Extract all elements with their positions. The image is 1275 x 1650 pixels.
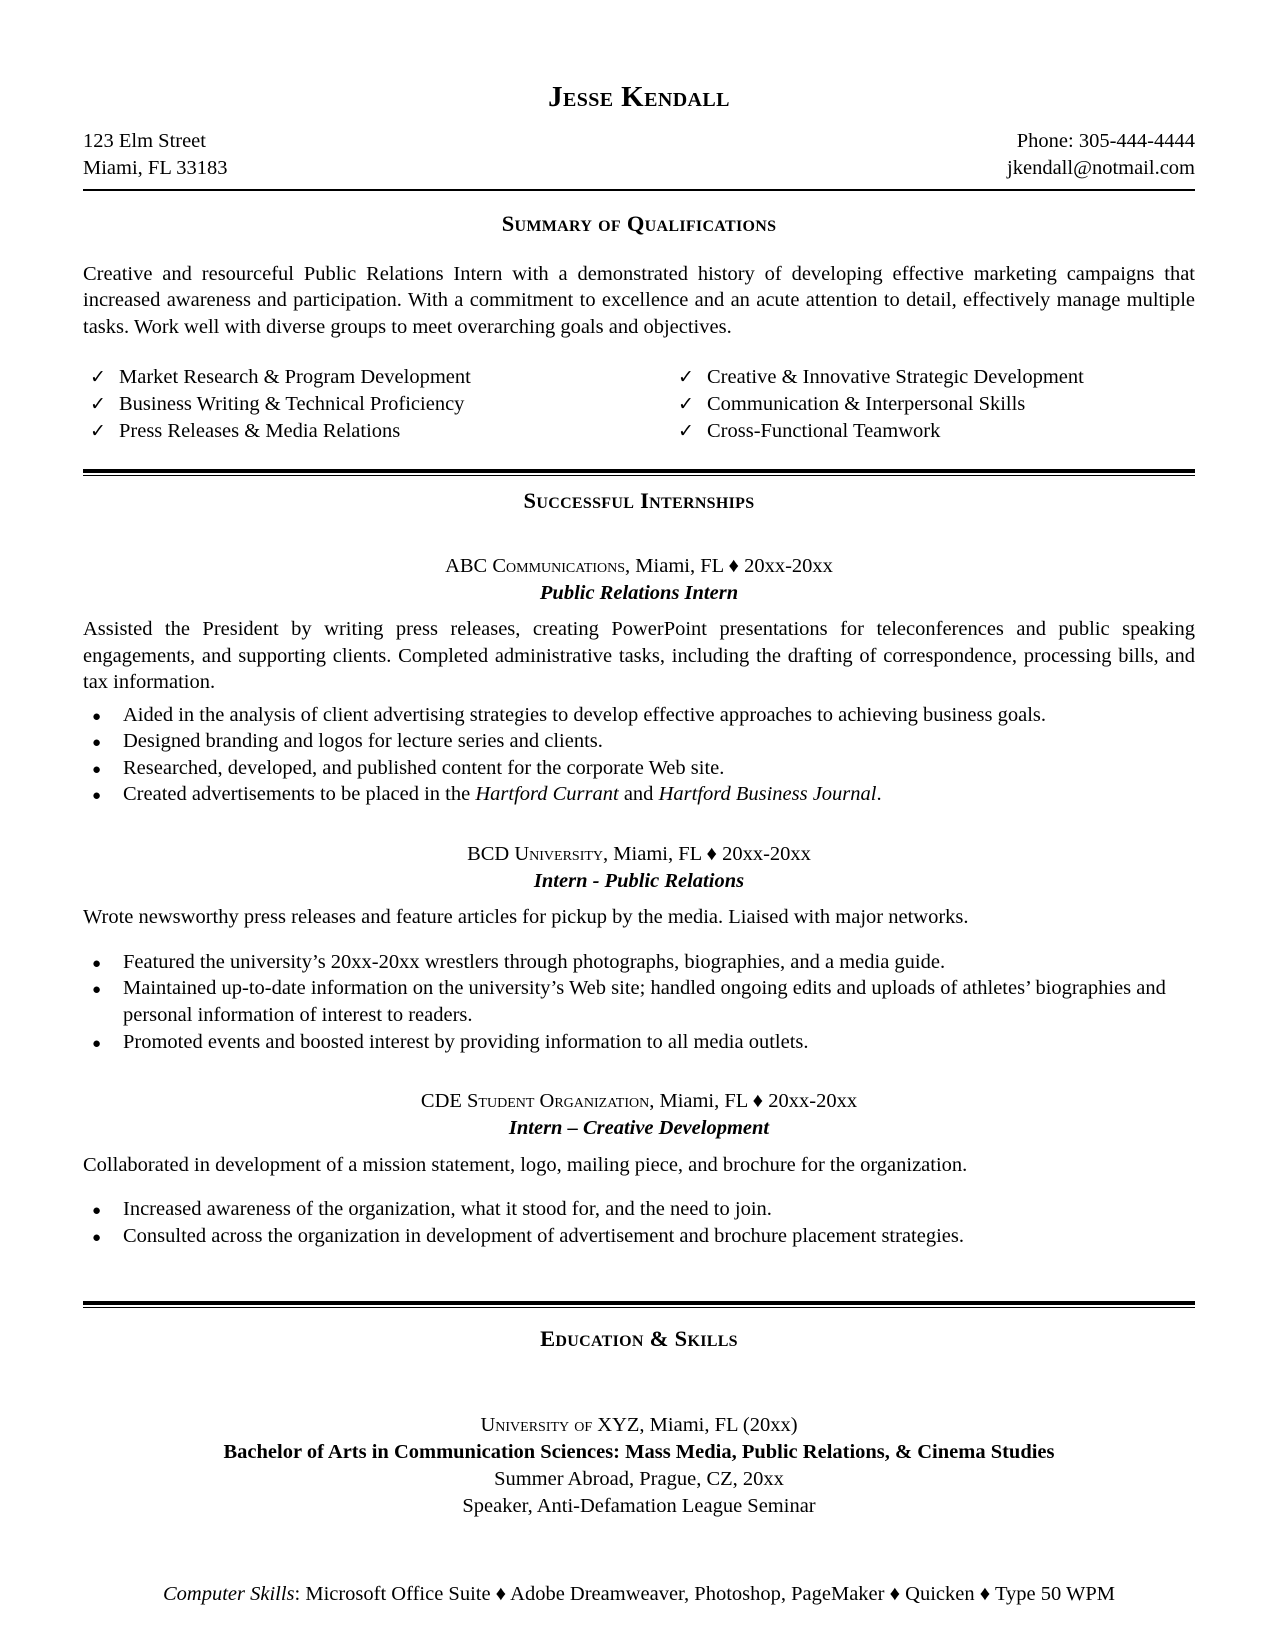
job-bullet-text: Promoted events and boosted interest by providing information to all media outlets. <box>123 1030 809 1053</box>
qualification-item <box>671 418 1195 445</box>
check-mark-icon: ✓ <box>678 394 694 416</box>
check-mark-icon: ✓ <box>678 367 694 389</box>
company-dates: 20xx-20xx <box>744 554 833 577</box>
diamond-separator-icon: ♦ <box>706 843 717 866</box>
contact-info <box>83 128 1195 182</box>
job-title: Intern – Creative Development <box>508 1116 770 1139</box>
summary-heading: Summary of Qualifications <box>501 210 777 236</box>
education-section <box>83 1326 1195 1607</box>
school-name: University of XYZ <box>480 1414 640 1437</box>
education-extra-line-2: Speaker, Anti-Defamation League Seminar <box>462 1495 816 1518</box>
job-company-line: CDE Student Organization, Miami, FL ♦ 20xx-20xx <box>420 1090 858 1113</box>
job-bullet-text: Maintained up-to-date information on the university’s Web site; handled ongoing edits and uploads of athletes’ biographies and personal information of interest to readers. <box>123 977 1166 1027</box>
job-bullet <box>83 1196 1195 1223</box>
company-dates: 20xx-20xx <box>768 1090 858 1113</box>
computer-skills-label: Computer Skills <box>162 1582 295 1605</box>
qualification-label: Communication & Interpersonal Skills <box>707 393 1026 416</box>
education-extra-line-1: Summer Abroad, Prague, CZ, 20xx <box>494 1468 784 1491</box>
round-bullet-icon: ● <box>92 788 102 805</box>
email-address[interactable]: jkendall@notmail.com <box>1007 156 1195 179</box>
internships-section <box>83 488 1195 1249</box>
job-bullet <box>83 1029 1195 1056</box>
job-bullet-text: Designed branding and logos for lecture series and clients. <box>123 730 603 753</box>
job-bullet <box>83 728 1195 755</box>
bullet-suffix: . <box>876 783 882 806</box>
qualifications-column-left <box>83 364 639 445</box>
publication-name-2: Hartford Business Journal <box>658 783 877 806</box>
round-bullet-icon: ● <box>92 735 102 752</box>
qualification-label: Press Releases & Media Relations <box>119 420 401 443</box>
job-entry-bcd <box>83 842 1195 1055</box>
qualification-item <box>671 364 1195 391</box>
bullet-prefix: Created advertisements to be placed in the <box>123 783 476 806</box>
job-bullet-text-rich <box>123 781 1195 808</box>
education-heading: Education & Skills <box>540 1326 738 1352</box>
company-name: BCD University <box>467 843 604 866</box>
round-bullet-icon: ● <box>92 1203 102 1220</box>
publication-name-1: Hartford Currant <box>475 783 619 806</box>
company-name: ABC Communications <box>445 554 626 577</box>
qualification-item <box>83 391 639 418</box>
job-bullet <box>83 1223 1195 1250</box>
job-bullet-text: Consulted across the organization in development of advertisement and brochure placement strategies. <box>123 1224 964 1247</box>
job-description: Assisted the President by writing press releases, creating PowerPoint presentations for teleconferences and public speaking engagements, and supporting clients. Completed administrative tasks, including the drafting of correspondence, processing bills, and tax information. <box>83 618 1195 694</box>
phone-number: Phone: 305-444-4444 <box>1016 129 1195 152</box>
round-bullet-icon: ● <box>92 761 102 778</box>
address-block <box>83 128 227 182</box>
company-location: Miami, FL <box>635 554 724 577</box>
qualification-item <box>83 364 639 391</box>
contact-block <box>1007 128 1195 182</box>
company-location: Miami, FL <box>659 1090 748 1113</box>
check-mark-icon: ✓ <box>678 421 694 443</box>
school-location: , Miami, FL (20xx) <box>639 1414 798 1437</box>
qualification-label: Creative & Innovative Strategic Development <box>707 366 1084 389</box>
school-line <box>83 1412 1195 1439</box>
job-entry-abc <box>83 554 1195 808</box>
job-company-line: BCD University, Miami, FL ♦ 20xx-20xx <box>467 843 811 866</box>
round-bullet-icon: ● <box>92 955 102 972</box>
qualification-label: Business Writing & Technical Proficiency <box>119 393 465 416</box>
qualification-item <box>83 418 639 445</box>
job-entry-cde <box>83 1089 1195 1249</box>
job-bullet <box>83 781 1195 808</box>
qualifications-grid <box>83 364 1195 445</box>
job-bullet <box>83 702 1195 729</box>
job-bullet <box>83 949 1195 976</box>
job-company-line: ABC Communications, Miami, FL ♦ 20xx-20xx <box>445 554 833 577</box>
job-description: Collaborated in development of a mission statement, logo, mailing piece, and brochure for the organization. <box>83 1153 968 1176</box>
internships-divider <box>83 469 1195 476</box>
job-bullet-text: Featured the university’s 20xx-20xx wrestlers through photographs, biographies, and a media guide. <box>123 950 946 973</box>
diamond-separator-icon: ♦ <box>728 554 739 577</box>
job-title: Public Relations Intern <box>539 581 739 604</box>
education-divider <box>83 1301 1195 1308</box>
company-dates: 20xx-20xx <box>722 843 811 866</box>
address-line-1: 123 Elm Street <box>83 129 206 152</box>
computer-skills-text: : Microsoft Office Suite ♦ Adobe Dreamweaver, Photoshop, PageMaker ♦ Quicken ♦ Type 50 WPM <box>294 1582 1116 1605</box>
address-line-2: Miami, FL 33183 <box>83 156 228 179</box>
candidate-name: Jesse Kendall <box>548 81 730 113</box>
summary-section <box>83 211 1195 445</box>
company-location: Miami, FL <box>613 843 702 866</box>
qualification-label: Market Research & Program Development <box>119 366 471 389</box>
check-mark-icon: ✓ <box>90 421 106 443</box>
company-name: CDE Student Organization <box>420 1090 650 1113</box>
qualification-label: Cross-Functional Teamwork <box>707 420 941 443</box>
round-bullet-icon: ● <box>92 982 102 999</box>
job-bullet-text: Researched, developed, and published content for the corporate Web site. <box>123 756 725 779</box>
job-description: Wrote newsworthy press releases and feature articles for pickup by the media. Liaised with major networks. <box>83 906 969 929</box>
round-bullet-icon: ● <box>92 1229 102 1246</box>
diamond-separator-icon: ♦ <box>752 1090 764 1113</box>
bullet-middle: and <box>618 783 659 806</box>
job-bullet <box>83 755 1195 782</box>
computer-skills-line <box>83 1581 1195 1608</box>
check-mark-icon: ✓ <box>90 367 106 389</box>
job-bullet <box>83 975 1195 1028</box>
qualification-item <box>671 391 1195 418</box>
job-title: Intern - Public Relations <box>533 869 745 892</box>
check-mark-icon: ✓ <box>90 394 106 416</box>
summary-paragraph: Creative and resourceful Public Relations Intern with a demonstrated history of developing effective marketing campaigns that increased awareness and participation. With a commitment to excellence and an acute attention to detail, effectively manage multiple tasks. Work well with diverse groups to meet overarching goals and objectives. <box>83 262 1195 338</box>
resume-header <box>83 82 1195 191</box>
job-bullet-text: Aided in the analysis of client advertising strategies to develop effective approaches to achieving business goals. <box>123 703 1046 726</box>
qualifications-column-right <box>639 364 1195 445</box>
job-bullet-text: Increased awareness of the organization, what it stood for, and the need to join. <box>123 1198 772 1221</box>
internships-heading: Successful Internships <box>523 487 755 513</box>
round-bullet-icon: ● <box>92 1035 102 1052</box>
round-bullet-icon: ● <box>92 708 102 725</box>
degree-line: Bachelor of Arts in Communication Sciences: Mass Media, Public Relations, & Cinema Studies <box>223 1441 1055 1464</box>
